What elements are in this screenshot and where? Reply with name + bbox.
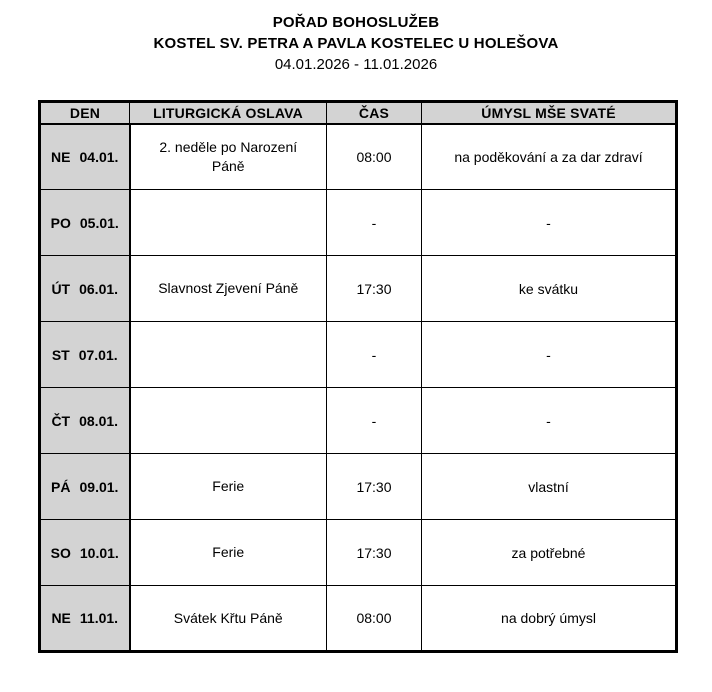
celebration-cell: Ferie bbox=[130, 520, 327, 586]
day-date: 05.01. bbox=[79, 214, 119, 231]
day-cell bbox=[40, 124, 130, 190]
document-title: POŘAD BOHOSLUŽEB bbox=[272, 14, 440, 31]
day-cell bbox=[40, 190, 130, 256]
day-abbr: NE bbox=[51, 610, 71, 626]
intention-cell: - bbox=[422, 388, 677, 454]
celebration-cell bbox=[130, 190, 327, 256]
day-cell bbox=[40, 586, 130, 652]
column-header-celebration: LITURGICKÁ OSLAVA bbox=[130, 102, 327, 124]
day-date: 10.01. bbox=[79, 544, 119, 561]
date-range: 04.01.2026 - 11.01.2026 bbox=[274, 56, 438, 73]
column-header-time: ČAS bbox=[327, 102, 422, 124]
time-cell: 17:30 bbox=[327, 520, 422, 586]
intention-cell: na dobrý úmysl bbox=[422, 586, 677, 652]
celebration-cell: Svátek Křtu Páně bbox=[130, 586, 327, 652]
schedule-table bbox=[38, 100, 678, 653]
time-cell: - bbox=[327, 190, 422, 256]
intention-cell: ke svátku bbox=[422, 256, 677, 322]
time-cell: - bbox=[327, 322, 422, 388]
column-header-intention: ÚMYSL MŠE SVATÉ bbox=[422, 102, 677, 124]
intention-cell: - bbox=[422, 190, 677, 256]
table-row bbox=[40, 388, 677, 454]
table-header-row bbox=[40, 102, 677, 124]
day-date: 04.01. bbox=[79, 148, 119, 165]
table-row bbox=[40, 586, 677, 652]
day-cell bbox=[40, 256, 130, 322]
table-row bbox=[40, 454, 677, 520]
table-row bbox=[40, 322, 677, 388]
table-row bbox=[40, 124, 677, 190]
day-date: 07.01. bbox=[78, 346, 118, 363]
schedule-body bbox=[40, 124, 677, 652]
day-abbr: PO bbox=[50, 214, 71, 231]
intention-cell: na poděkování a za dar zdraví bbox=[422, 124, 677, 190]
celebration-cell: Slavnost Zjevení Páně bbox=[130, 256, 327, 322]
day-abbr: ÚT bbox=[51, 280, 71, 297]
celebration-cell: Ferie bbox=[130, 454, 327, 520]
day-date: 08.01. bbox=[79, 412, 119, 429]
day-cell bbox=[40, 520, 130, 586]
church-name: KOSTEL SV. PETRA A PAVLA KOSTELEC U HOLEŠOVA bbox=[153, 35, 559, 52]
column-header-day: DEN bbox=[40, 102, 130, 124]
table-row bbox=[40, 256, 677, 322]
celebration-cell: 2. neděle po Narození Páně bbox=[130, 124, 327, 190]
day-date: 11.01. bbox=[79, 610, 119, 626]
time-cell: 08:00 bbox=[327, 586, 422, 652]
day-abbr: NE bbox=[51, 148, 71, 165]
day-date: 06.01. bbox=[79, 280, 119, 297]
celebration-cell bbox=[130, 322, 327, 388]
table-row bbox=[40, 190, 677, 256]
table-row bbox=[40, 520, 677, 586]
day-abbr: PÁ bbox=[51, 478, 71, 495]
day-abbr: SO bbox=[50, 544, 71, 561]
day-cell bbox=[40, 454, 130, 520]
intention-cell: - bbox=[422, 322, 677, 388]
time-cell: 17:30 bbox=[327, 256, 422, 322]
celebration-cell bbox=[130, 388, 327, 454]
day-cell bbox=[40, 388, 130, 454]
day-abbr: ST bbox=[51, 346, 70, 363]
day-cell bbox=[40, 322, 130, 388]
document-header bbox=[0, 0, 712, 75]
time-cell: 17:30 bbox=[327, 454, 422, 520]
intention-cell: vlastní bbox=[422, 454, 677, 520]
time-cell: - bbox=[327, 388, 422, 454]
time-cell: 08:00 bbox=[327, 124, 422, 190]
day-abbr: ČT bbox=[51, 412, 71, 429]
intention-cell: za potřebné bbox=[422, 520, 677, 586]
day-date: 09.01. bbox=[79, 478, 119, 495]
